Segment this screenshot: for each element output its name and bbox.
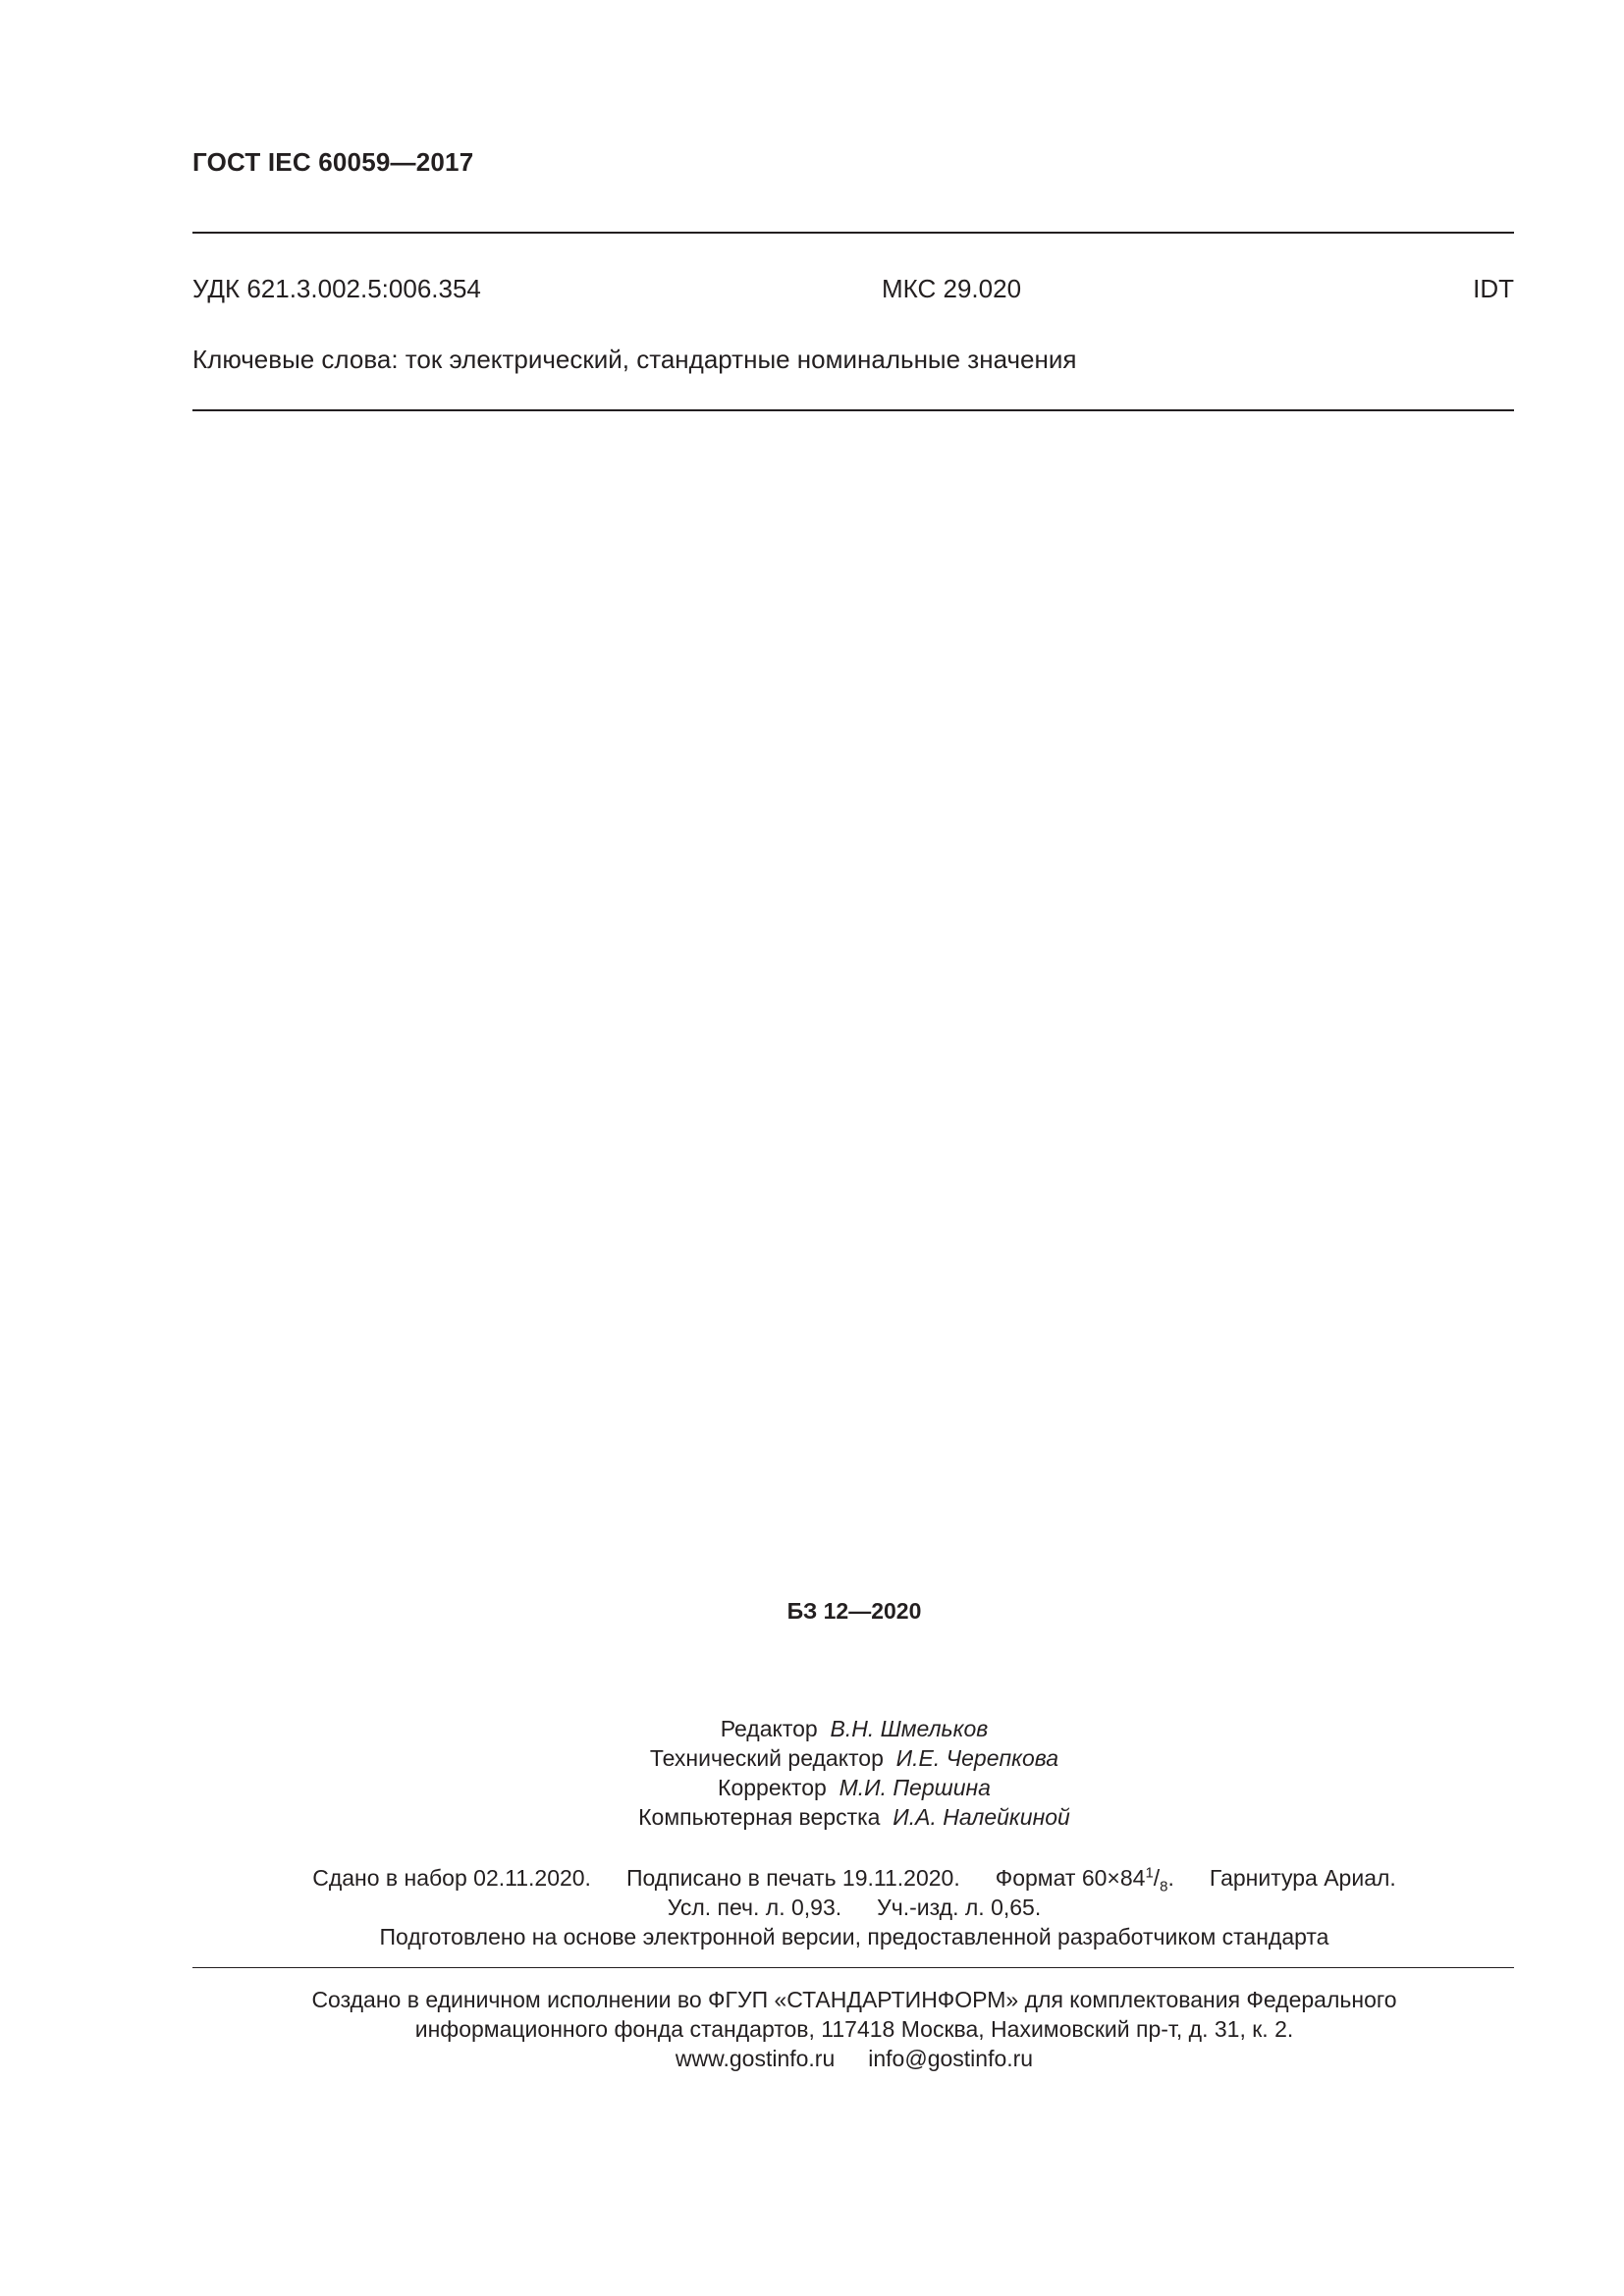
prepared-note: Подготовлено на основе электронной версии, предоставленной разработчиком стандарта xyxy=(379,1924,1329,1949)
credit-role: Редактор xyxy=(720,1716,818,1741)
submitted-date: Сдано в набор 02.11.2020. xyxy=(312,1865,591,1891)
footer-contacts xyxy=(0,2044,1624,2073)
credit-role: Компьютерная верстка xyxy=(638,1804,881,1830)
publication-line-2 xyxy=(0,1893,1624,1922)
credit-name: И.Е. Черепкова xyxy=(895,1745,1059,1771)
idt-mark: IDT xyxy=(1473,274,1514,303)
udk-code: УДК 621.3.002.5:006.354 xyxy=(192,274,481,303)
credits-block xyxy=(0,1714,1624,1832)
credit-proofreader xyxy=(0,1773,1624,1802)
credit-name: В.Н. Шмельков xyxy=(830,1716,989,1741)
footer-block xyxy=(0,1985,1624,2073)
keywords-line: Ключевые слова: ток электрический, стандартные номинальные значения xyxy=(192,345,1077,374)
credit-tech-editor xyxy=(0,1743,1624,1773)
publication-line-1 xyxy=(0,1863,1624,1896)
signed-date: Подписано в печать 19.11.2020. xyxy=(625,1865,960,1891)
bz-number: БЗ 12—2020 xyxy=(786,1598,922,1624)
keywords-divider xyxy=(192,409,1514,411)
typeface: Гарнитура Ариал. xyxy=(1209,1865,1396,1891)
footer-line-1: Создано в единичном исполнении во ФГУП «СТАНДАРТИНФОРМ» для комплектования Федерального xyxy=(311,1987,1397,2012)
credit-name: М.И. Першина xyxy=(839,1775,991,1800)
top-divider xyxy=(192,232,1514,234)
footer-divider xyxy=(192,1967,1514,1968)
publisher-sheets: Уч.-изд. л. 0,65. xyxy=(877,1895,1042,1920)
print-sheets: Усл. печ. л. 0,93. xyxy=(667,1895,842,1920)
publication-info xyxy=(0,1863,1624,1951)
mks-code: МКС 29.020 xyxy=(882,274,1022,303)
credit-layout xyxy=(0,1802,1624,1832)
paper-format: Формат $60\times 84^1/_8$. xyxy=(995,1864,1174,1896)
credit-role: Корректор xyxy=(718,1775,827,1800)
email-link[interactable]: info@gostinfo.ru xyxy=(868,2046,1034,2071)
document-code: ГОСТ IEC 60059—2017 xyxy=(192,147,474,177)
credit-name: И.А. Налейкиной xyxy=(893,1804,1070,1830)
footer-line-2: информационного фонда стандартов, 117418 Москва, Нахимовский пр-т, д. 31, к. 2. xyxy=(414,2016,1294,2042)
credit-editor xyxy=(0,1714,1624,1743)
website-link[interactable]: www.gostinfo.ru xyxy=(675,2046,836,2071)
credit-role: Технический редактор xyxy=(649,1745,884,1771)
